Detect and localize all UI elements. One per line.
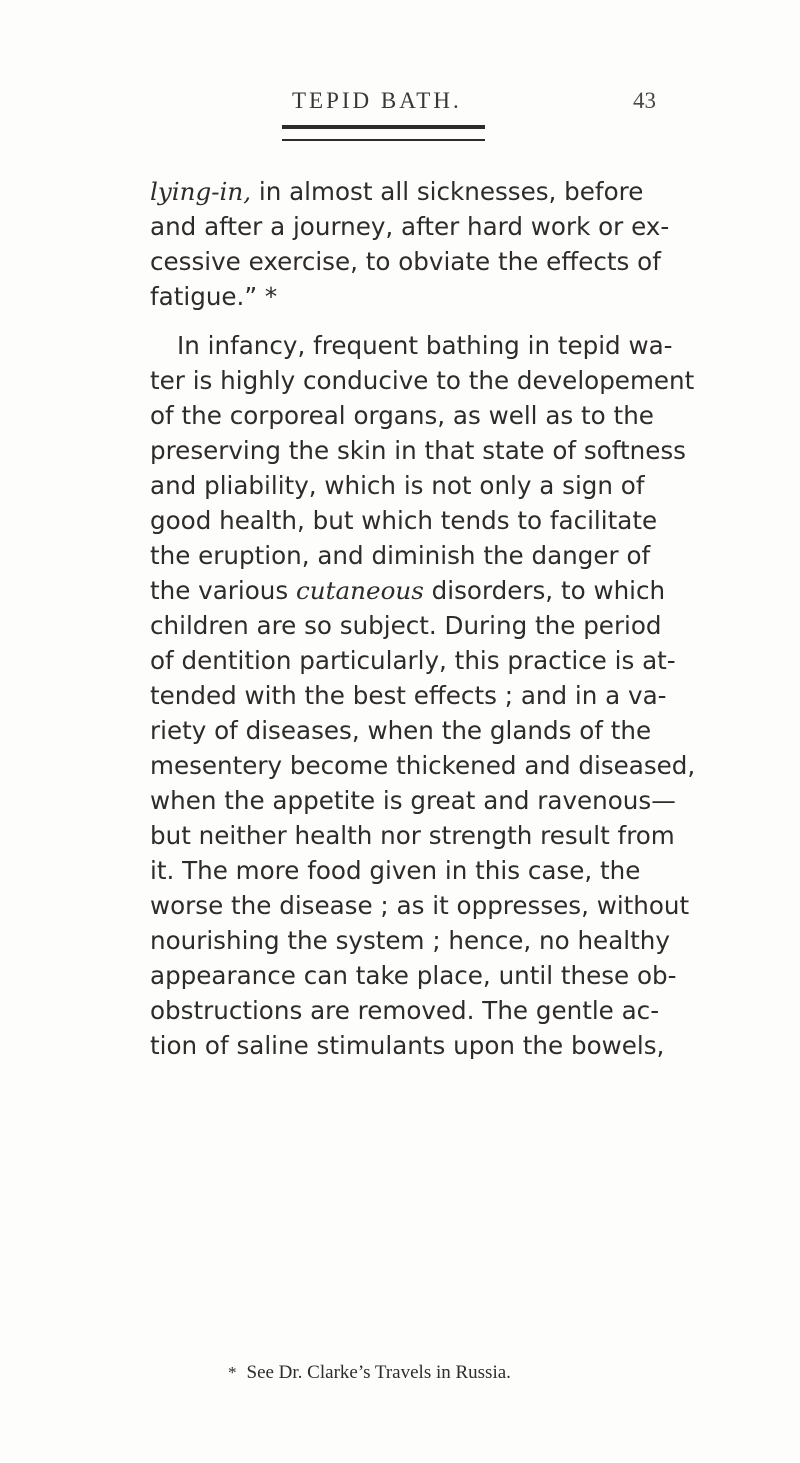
text-line: fatigue.” * <box>150 282 278 311</box>
text-line: and pliability, which is not only a sign of <box>150 471 645 500</box>
footnote-text: See Dr. Clarke’s Travels in Russia. <box>246 1362 511 1383</box>
text-line: good health, but which tends to facilitate <box>150 506 658 535</box>
page-number: 43 <box>633 88 656 113</box>
footnote-mark: * <box>228 1363 237 1382</box>
text-line: children are so subject. During the period <box>150 611 662 640</box>
footnote <box>228 1362 728 1384</box>
text-line: when the appetite is great and ravenous— <box>150 786 676 815</box>
text-line: preserving the skin in that state of softness <box>150 436 686 465</box>
text-line: cessive exercise, to obviate the effects of <box>150 247 661 276</box>
text-line: the eruption, and diminish the danger of <box>150 541 651 570</box>
text-line: the various cutaneous disorders, to which <box>150 576 666 605</box>
text-line: it. The more food given in this case, the <box>150 856 641 885</box>
text-line: but neither health nor strength result from <box>150 821 675 850</box>
text-line: In infancy, frequent bathing in tepid wa- <box>177 331 673 360</box>
text-line: mesentery become thickened and diseased, <box>150 751 696 780</box>
text-line: ter is highly conducive to the developement <box>150 366 695 395</box>
text-line: of dentition particularly, this practice is at- <box>150 646 676 675</box>
header-rule-thin <box>282 139 485 141</box>
text-line: obstructions are removed. The gentle ac- <box>150 996 660 1025</box>
text-line: riety of diseases, when the glands of the <box>150 716 652 745</box>
text-line: tended with the best effects ; and in a va- <box>150 681 667 710</box>
header-rule-thick <box>282 125 485 129</box>
text-line: tion of saline stimulants upon the bowels, <box>150 1031 665 1060</box>
text-line: lying-in, in almost all sicknesses, before <box>150 177 644 206</box>
text-line: and after a journey, after hard work or ex- <box>150 212 670 241</box>
text-line: appearance can take place, until these ob- <box>150 961 677 990</box>
running-head: TEPID BATH. <box>292 88 462 113</box>
text-line: nourishing the system ; hence, no healthy <box>150 926 670 955</box>
text-line: worse the disease ; as it oppresses, without <box>150 891 690 920</box>
text-line: of the corporeal organs, as well as to the <box>150 401 654 430</box>
